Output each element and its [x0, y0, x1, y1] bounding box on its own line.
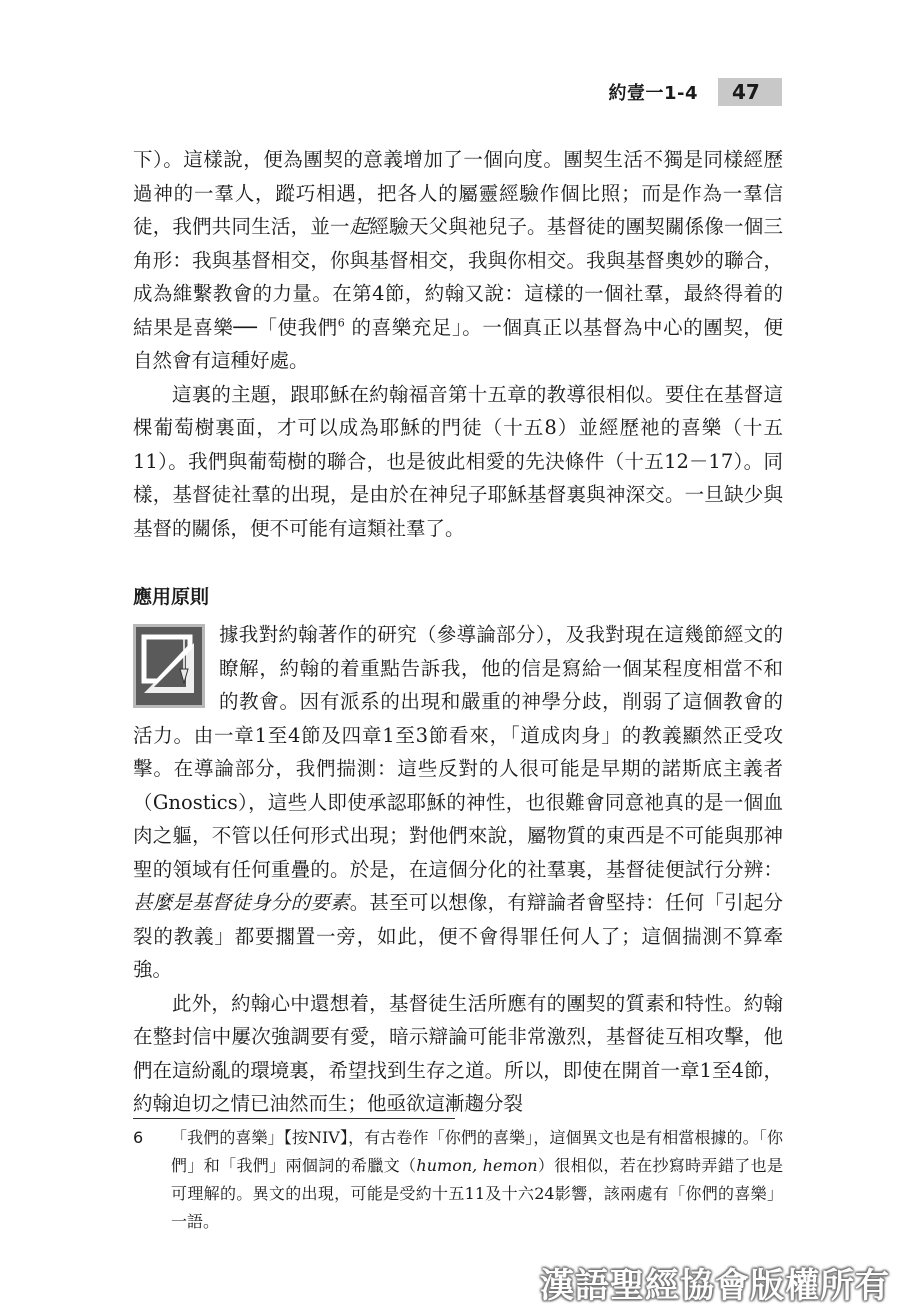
footnote-6 — [133, 1124, 783, 1236]
running-header — [608, 78, 782, 106]
plumb-line-square-icon — [133, 624, 205, 708]
p1-text-a: 下）。這樣說，便為團契的意義增加了一個向度。團契生活不獨是同樣經歷過神的一羣人，蹤巧相遇，把各人的屬靈經驗作個比照；而是作為一羣信徒，我們共同生活，並一 — [133, 148, 783, 238]
footnote-number: 6 — [133, 1128, 144, 1147]
footnote-divider — [133, 1118, 455, 1119]
copyright-watermark: 漢語聖經協會版權所有 — [540, 1266, 890, 1306]
p3-italic: 甚麼是基督徒身分的要素 — [133, 891, 350, 914]
paragraph-3 — [133, 618, 783, 987]
footnote-text-a: 「我們的喜樂」【按NIV】，有古卷作「你們的喜樂」，這個異文也是有相當根據的。「你們」和「我們」兩個詞的希臘文（ — [171, 1128, 783, 1175]
footnote-text — [171, 1124, 783, 1236]
p3-text-a: 據我對約翰著作的研究（參導論部分），及我對現在這幾節經文的瞭解，約翰的着重點告訴我，他的信是寫給一個某程度相當不和的教會。因有派系的出現和嚴重的神學分歧，削弱了這個教會的活力。由一章1至4節及四章1至3節看來，「道成肉身」的教義顯然正受攻擊。在導論部分，我們揣測：這些反對的人很可能是早期的諾斯底主義者（Gnostics），這些人即使承認耶穌的神性，也很難會同意祂真的是一個血肉之軀，不管以任何形式出現；對他們來說，屬物質的東西是不可能與那神聖的領域有任何重疊的。於是，在這個分化的社羣裏，基督徒便試行分辨： — [133, 623, 783, 881]
p3-text-b: 。甚至可以想像，有辯論者會堅持：任何「引起分裂的教義」都要擱置一旁，如此，便不會得罪任何人了；這個揣測不算牽強。 — [133, 891, 783, 981]
paragraph-1 — [133, 143, 783, 378]
p1-text-c: 的喜樂充足」。一個真正以基督為中心的團契，便自然會有這種好處。 — [133, 315, 783, 372]
main-text — [133, 143, 783, 1121]
footnote-ref-6[interactable]: 6 — [337, 316, 345, 329]
paragraph-2: 這裏的主題，跟耶穌在約翰福音第十五章的教導很相似。要住在基督這棵葡萄樹裏面，才可以成為耶穌的門徒（十五8）並經歷祂的喜樂（十五11）。我們與葡萄樹的聯合，也是彼此相愛的先決條件（十五12－17）。同樣，基督徒社羣的出現，是由於在神兒子耶穌基督裏與神深交。一旦缺少與基督的關係，便不可能有這類社羣了。 — [133, 382, 783, 540]
footnote-text-b: ）很相似，若在抄寫時弄錯了也是可理解的。異文的出現，可能是受約十五11及十六24影響，該兩處有「你們的喜樂」一語。 — [171, 1156, 783, 1231]
paragraph-4: 此外，約翰心中還想着，基督徒生活所應有的團契的質素和特性。約翰在整封信中屢次強調要有愛，暗示辯論可能非常激烈，基督徒互相攻擊，他們在這紛亂的環境裏，希望找到生存之道。所以，即使在開首一章1至4節，約翰迫切之情已油然而生；他亟欲這漸趨分裂 — [133, 991, 783, 1115]
p1-text-b: 經驗天父與祂兒子。基督徒的團契關係像一個三角形：我與基督相交，你與基督相交，我與你相交。我與基督奧妙的聯合，成為維繫教會的力量。在第4節，約翰又說：這樣的一個社羣，最終得着的結果是喜樂──「使我們 — [133, 215, 783, 339]
page-number: 47 — [718, 78, 782, 106]
header-chapter-ref: 約壹一1-4 — [608, 83, 698, 104]
footnote-italic: humon, hemon — [416, 1156, 538, 1175]
section-heading: 應用原則 — [133, 586, 210, 608]
p1-italic: 起 — [349, 215, 370, 238]
